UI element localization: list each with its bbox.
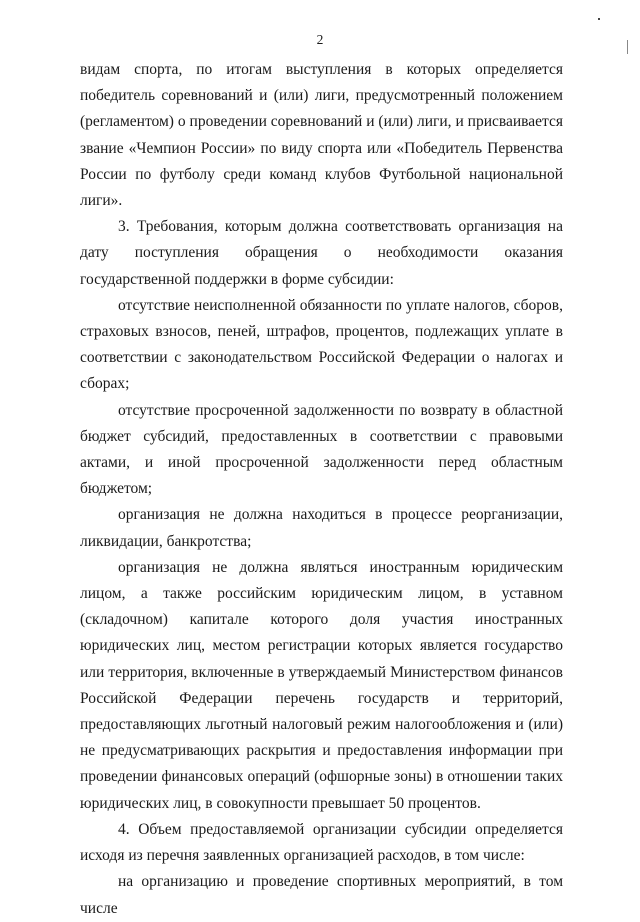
- paragraph-subsidy-volume-clause-4: 4. Объем предоставляемой организации субсидии определяется исходя из перечня заявленных организацией расходов, в том числе:: [80, 820, 563, 865]
- scan-speck: [598, 18, 600, 20]
- paragraph-no-tax-debt: отсутствие неисполненной обязанности по уплате налогов, сборов, страховых взносов, пеней, штрафов, процентов, подлежащих уплате в соответствии с законодательством Российской Федерации о налогах и сборах;: [80, 296, 563, 393]
- paragraph-requirements-clause-3: 3. Требования, которым должна соответствовать организация на дату поступления обращения о необходимости оказания государственной поддержки в форме субсидии:: [80, 218, 563, 288]
- page-number: 2: [316, 32, 324, 47]
- paragraph-no-overdue-debt: отсутствие просроченной задолженности по возврату в областной бюджет субсидий, предоставленных в соответствии с правовыми актами, и иной просроченной задолженности перед областным бюджетом;: [80, 401, 563, 498]
- paragraph-continuation: видам спорта, по итогам выступления в которых определяется победитель соревнований и (или) лиги, предусмотренный положением (регламентом) о проведении соревнований и (или) лиги, и присваивается звание «Чемпион России» по виду спорта или «Победитель Первенства России по футболу среди команд клубов Футбольной национальной лиги».: [80, 61, 563, 210]
- scan-speck: [627, 40, 628, 54]
- document-body: [80, 57, 563, 922]
- paragraph-sports-events: на организацию и проведение спортивных мероприятий, в том числе: [80, 873, 563, 917]
- paragraph-not-foreign-entity: организация не должна являться иностранным юридическим лицом, а также российским юридическим лицом, в уставном (складочном) капитале которого доля участия иностранных юридических лиц, местом регистрации которых является государство или территория, включенные в утверждаемый Министерством финансов Российской Федерации перечень государств и территорий, предоставляющих льготный налоговый режим налогообложения и (или) не предусматривающих раскрытия и предоставления информации при проведении финансовых операций (офшорные зоны) в отношении таких юридических лиц, в совокупности превышает 50 процентов.: [80, 558, 563, 812]
- paragraph-no-reorganization: организация не должна находиться в процессе реорганизации, ликвидации, банкротства;: [80, 506, 563, 550]
